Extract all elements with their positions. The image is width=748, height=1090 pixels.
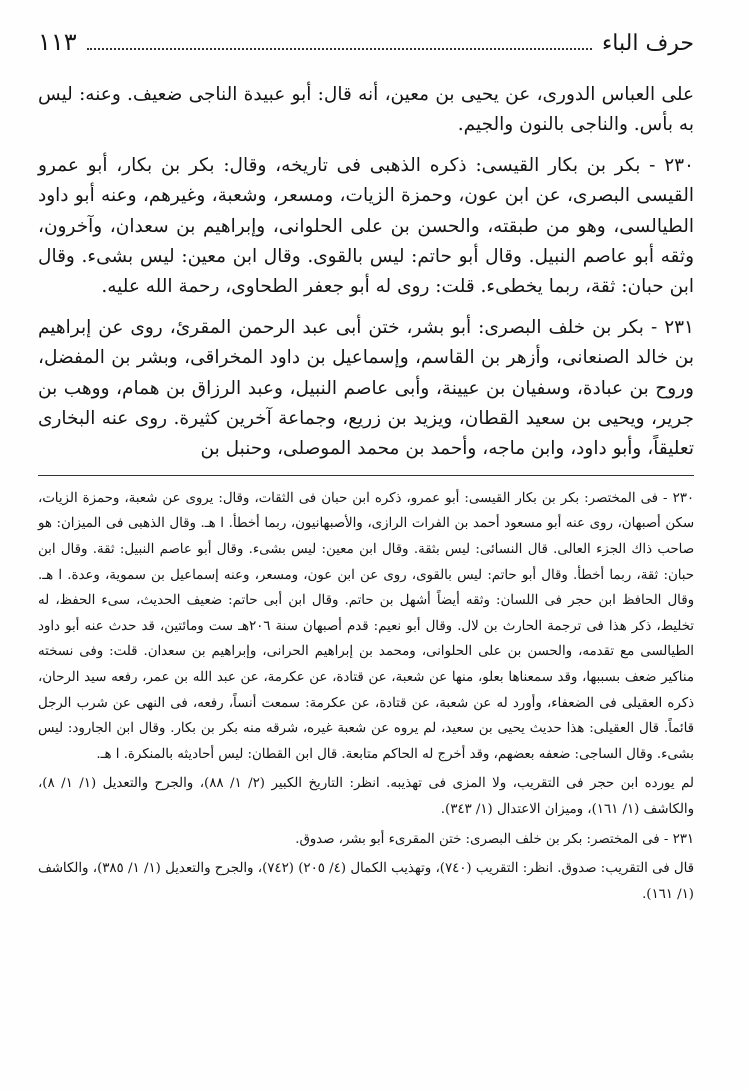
main-text [38, 80, 694, 465]
footnote-divider [38, 475, 694, 476]
footnote-230: ٢٣٠ - فی المختصر: بکر بن بکار القیسی: أبو عمرو، ذکره ابن حبان فی الثقات، وقال: یروی عن شعبة، وحمزة الزیات، سکن أصبهان، روی عنه أبو مسعود أحمد بن الفرات الرازی، والأصبهانیون، ربما أخطأ. ا هـ. وقال الذهبی فی المیزان: هو صاحب ذاك الجزء العالی. قال النسائی: لیس بثقة. وقال ابن معین: لیس بشیء. وقال أبو عاصم النبیل: ثقة. وقال ابن حبان: ثقة، ربما أخطأ. وقال أبو حاتم: لیس بالقوی، روی عن ابن عون، ومسعر، وعنه إسماعیل بن سمویة، وعدة. ا هـ. وقال الحافظ ابن حجر فی اللسان: وثقه أیضاً أشهل بن حاتم. وقال ابن أبی حاتم: ضعیف الحدیث، سیء الحفظ، له تخلیط، ذکر هذا فی ترجمة الحارث بن لال. وقال أبو نعیم: قدم أصبهان سنة ٢٠٦هـ ست ومائتین، قد حدث عنه أبو داود الطیالسی مع تقدمه، والحسن بن علی الحلوانی، ومحمد بن إبراهیم الحرانی، وإبراهیم بن سعدان. قلت: وفی نسخته مناکیر ضعف بسببها، وقد سمعناها بعلو، منها عن شعبة، عن قتادة، عن عکرمة، عن عبد الله بن عمر، رفعه سید الرحان، ذکره العقیلی فی الضعفاء، وأورد له عن شعبة، عن قتادة، عن عکرمة: سمعت أنساً، رفعه، فی النهی عن شرب الرجل قائماً. قال العقیلی: هذا حدیث یحیی بن سعید، لم یروه عن شعبة غیره، شرقه منه بکر بن بکار. وقال ابن الجارود: لیس بشیء. وقال الساجی: ضعفه بعضهم، وقد أخرج له الحاکم متابعة. قال ابن القطان: لیس أحادیثه بالمنکرة. ا هـ. [38, 490, 694, 762]
running-header [38, 26, 694, 60]
main-paragraph: علی العباس الدوری، عن یحیی بن معین، أنه قال: أبو عبیدة الناجی ضعیف. وعنه: لیس به بأس. والناجی بالنون والجیم. [38, 84, 694, 136]
entry-230: ٢٣٠ - بکر بن بکار القیسی: ذکره الذهبی فی تاریخه، وقال: بکر بن بکار، أبو عمرو القیسی البصری، عن ابن عون، وحمزة الزیات، ومسعر، وشعبة، وغیرهم، وعنه أبو داود الطیالسی، وهو من طبقته، والحسن بن علی الحلوانی، وإبراهیم بن سعدان، وآخرون، وثقه أبو عاصم النبیل. وقال أبو حاتم: لیس بالقوی. وقال ابن معین: لیس بشیء. وقال ابن حبان: ثقة، ربما یخطیء. قلت: روی له أبو جعفر الطحاوی، رحمة الله علیه. [38, 154, 694, 298]
footnote-231: ٢٣١ - فی المختصر: بکر بن خلف البصری: ختن المقریء أبو بشر، صدوق. [295, 831, 694, 847]
footnotes [38, 486, 694, 908]
entry-231: ٢٣١ - بکر بن خلف البصری: أبو بشر، ختن أبی عبد الرحمن المقرئ، روی عن إبراهیم بن خالد الصنعانی، وأزهر بن القاسم، وإسماعیل بن داود المخراقی، وبشر بن المفضل، وروح بن عبادة، وسفیان بن عیینة، وأبی عاصم النبیل، وعبد الرزاق بن همام، ووهب بن جریر، ویحیی بن سعید القطان، ویزید بن زریع، وجماعة آخرین کثیرة. روی عنه البخاری تعلیقاً، وأبو داود، وابن ماجه، وأحمد بن محمد الموصلی، وحنبل بن [38, 316, 694, 460]
page-number: ١١٣ [38, 28, 77, 56]
footnote-231-refs: قال فی التقریب: صدوق. انظر: التقریب (٧٤٠)، وتهذیب الکمال (٤/ ٢٠٥) (٧٤٢)، والجرح والتعدیل (١/ ١/ ٣٨٥)، والکاشف (١/ ١٦١). [38, 861, 694, 902]
chapter-title: حرف الباء [601, 31, 694, 56]
book-page [38, 26, 694, 907]
footnote-230-refs: لم یورده ابن حجر فی التقریب، ولا المزی فی تهذیبه. انظر: التاریخ الکبیر (٢/ ١/ ٨٨)، والجرح والتعدیل (١/ ١/ ٨)، والکاشف (١/ ١٦١)، ومیزان الاعتدال (١/ ٣٤٣). [38, 776, 694, 817]
dotted-leader [87, 30, 592, 50]
